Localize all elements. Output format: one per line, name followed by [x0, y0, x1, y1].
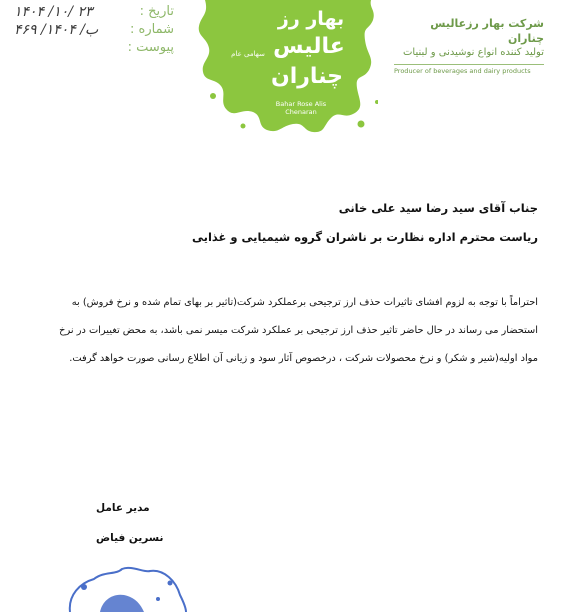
logo-english-name: Bahar Rose Alis Chenaran	[275, 100, 327, 116]
letter-title: ریاست محترم اداره نظارت بر ناشران گروه شیمیایی و غذایی	[192, 230, 538, 244]
date-row	[14, 4, 174, 22]
attachment-row	[14, 40, 174, 58]
logo-line-3: چناران	[270, 64, 344, 89]
number-row	[14, 22, 174, 40]
letter-meta	[14, 4, 174, 58]
letter-recipient: جناب آقای سید رضا سید علی خانی	[338, 201, 538, 215]
logo-line-1: بهار رز	[277, 8, 345, 30]
signatory-role: مدیر عامل	[96, 502, 150, 514]
logo-subtitle: سهامی عام	[231, 50, 265, 58]
body-line: مواد اولیه(شیر و شکر) و نرخ محصولات شرکت ، درخصوص آثار سود و زیانی آن اطلاع رسانی صورت خواهد گرفت.	[69, 353, 538, 364]
logo-line-2: عالیس	[273, 34, 345, 59]
number-label: شماره :	[130, 22, 174, 37]
company-stamp-icon	[60, 565, 190, 612]
company-english-description: Producer of beverages and dairy products	[394, 64, 544, 75]
number-value: ۴۶۹ /ب/ ۱۴۰۴	[14, 22, 99, 38]
company-name: شرکت بهار رزعالیس چناران	[430, 17, 544, 45]
date-label: تاریخ :	[139, 4, 174, 19]
body-line: احتراماً با توجه به لزوم افشای تاثیرات حذف ارز ترجیحی برعملکرد شرکت(تاثیر بر بهای تمام شده و نرخ فروش) به	[71, 297, 538, 308]
company-info	[394, 16, 544, 75]
company-description: تولید کننده انواع نوشیدنی و لبنیات	[402, 47, 544, 58]
signatory-name: نسرین فیاض	[96, 532, 164, 544]
company-logo	[193, 0, 378, 135]
attachment-label: پیوست :	[127, 40, 174, 55]
date-value: ۱۴۰۴ /۱۰/ ۲۳	[14, 4, 93, 20]
body-line: استحضار می رساند در حال حاضر تاثیر حذف ارز ترجیحی بر عملکرد شرکت میسر نمی باشد، به محض تغییرات در نرخ	[59, 325, 538, 336]
letter-body	[46, 289, 538, 373]
